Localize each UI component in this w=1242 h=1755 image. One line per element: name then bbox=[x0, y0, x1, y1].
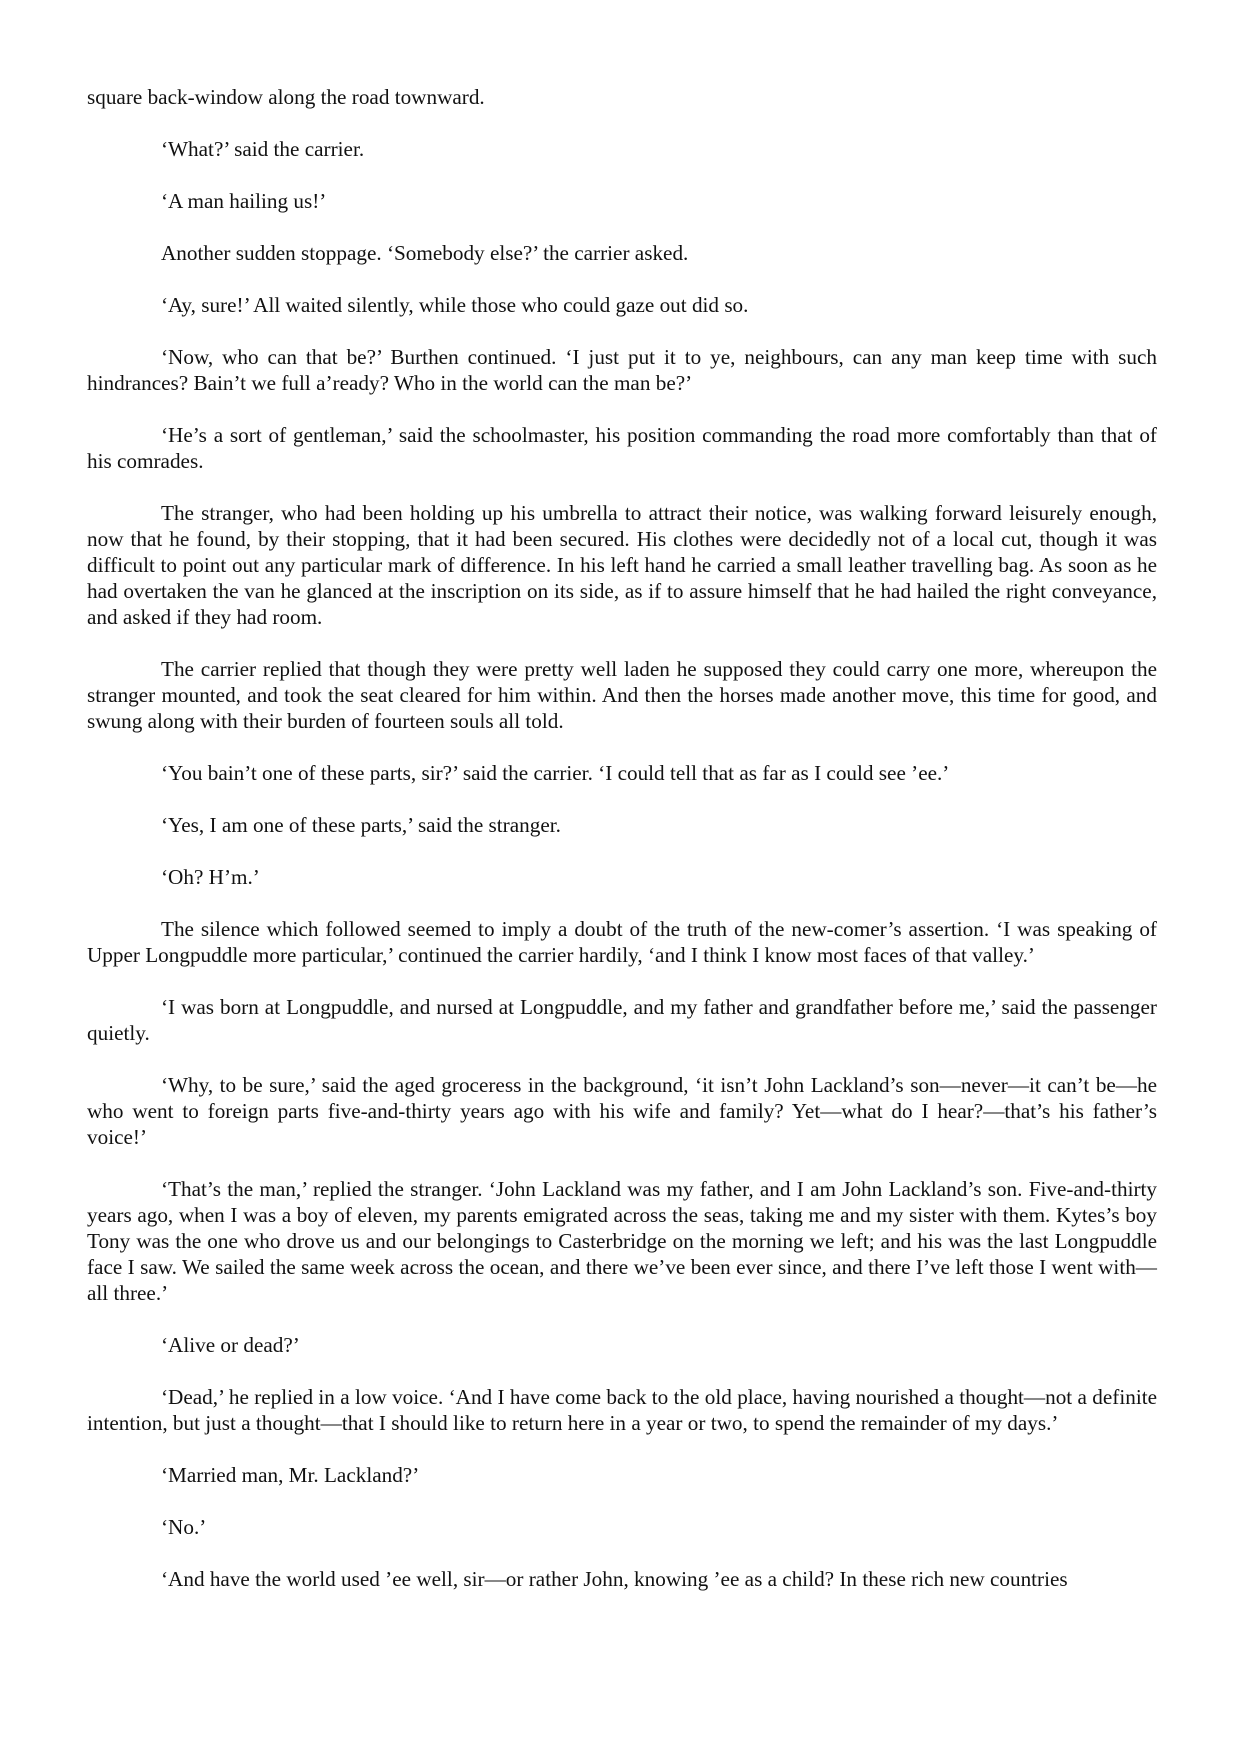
paragraph: ‘He’s a sort of gentleman,’ said the schoolmaster, his position commanding the road more comfortably than that of his comrades. bbox=[87, 423, 1157, 473]
paragraph: ‘Dead,’ he replied in a low voice. ‘And I have come back to the old place, having nourished a thought—not a definite intention, but just a thought—that I should like to return here in a year or two, to spend the remainder of my days.’ bbox=[87, 1385, 1157, 1435]
paragraph: The silence which followed seemed to imply a doubt of the truth of the new-comer’s assertion. ‘I was speaking of Upper Longpuddle more particular,’ continued the carrier hardily, ‘and I think I know most faces of that valley.’ bbox=[87, 917, 1157, 967]
paragraph: ‘I was born at Longpuddle, and nursed at Longpuddle, and my father and grandfather before me,’ said the passenger quietly. bbox=[87, 995, 1157, 1045]
paragraph: The stranger, who had been holding up his umbrella to attract their notice, was walking forward leisurely enough, now that he found, by their stopping, that it had been secured. His clothes were decidedly not of a local cut, though it was difficult to point out any particular mark of difference. In his left hand he carried a small leather travelling bag. As soon as he had overtaken the van he glanced at the inscription on its side, as if to assure himself that he had hailed the right conveyance, and asked if they had room. bbox=[87, 501, 1157, 629]
paragraph: ‘Oh? H’m.’ bbox=[161, 865, 260, 889]
paragraph: ‘What?’ said the carrier. bbox=[161, 137, 365, 161]
paragraph: square back-window along the road townward. bbox=[87, 85, 485, 109]
paragraph: ‘Why, to be sure,’ said the aged groceress in the background, ‘it isn’t John Lackland’s son—never—it can’t be—he who went to foreign parts five-and-thirty years ago with his wife and family? Yet—what do I hear?—that’s his father’s voice!’ bbox=[87, 1073, 1157, 1149]
paragraph: ‘Married man, Mr. Lackland?’ bbox=[161, 1463, 420, 1487]
paragraph: ‘Now, who can that be?’ Burthen continued. ‘I just put it to ye, neighbours, can any man keep time with such hindrances? Bain’t we full a’ready? Who in the world can the man be?’ bbox=[87, 345, 1157, 395]
paragraph: ‘A man hailing us!’ bbox=[161, 189, 327, 213]
paragraph: ‘Alive or dead?’ bbox=[161, 1333, 300, 1357]
paragraph: ‘No.’ bbox=[161, 1515, 207, 1539]
paragraph: Another sudden stoppage. ‘Somebody else?’ the carrier asked. bbox=[161, 241, 689, 265]
paragraph: ‘And have the world used ’ee well, sir—or rather John, knowing ’ee as a child? In these rich new countries bbox=[161, 1567, 1068, 1591]
paragraph: ‘You bain’t one of these parts, sir?’ said the carrier. ‘I could tell that as far as I could see ’ee.’ bbox=[161, 761, 950, 785]
paragraph: ‘Yes, I am one of these parts,’ said the stranger. bbox=[161, 813, 561, 837]
document-page bbox=[87, 84, 1157, 1592]
paragraph: ‘That’s the man,’ replied the stranger. ‘John Lackland was my father, and I am John Lackland’s son. Five-and-thirty years ago, when I was a boy of eleven, my parents emigrated across the seas, taking me and my sister with them. Kytes’s boy Tony was the one who drove us and our belongings to Casterbridge on the morning we left; and his was the last Longpuddle face I saw. We sailed the same week across the ocean, and there we’ve been ever since, and there I’ve left those I went with—all three.’ bbox=[87, 1177, 1157, 1305]
paragraph: The carrier replied that though they were pretty well laden he supposed they could carry one more, whereupon the stranger mounted, and took the seat cleared for him within. And then the horses made another move, this time for good, and swung along with their burden of fourteen souls all told. bbox=[87, 657, 1157, 733]
paragraph: ‘Ay, sure!’ All waited silently, while those who could gaze out did so. bbox=[161, 293, 749, 317]
